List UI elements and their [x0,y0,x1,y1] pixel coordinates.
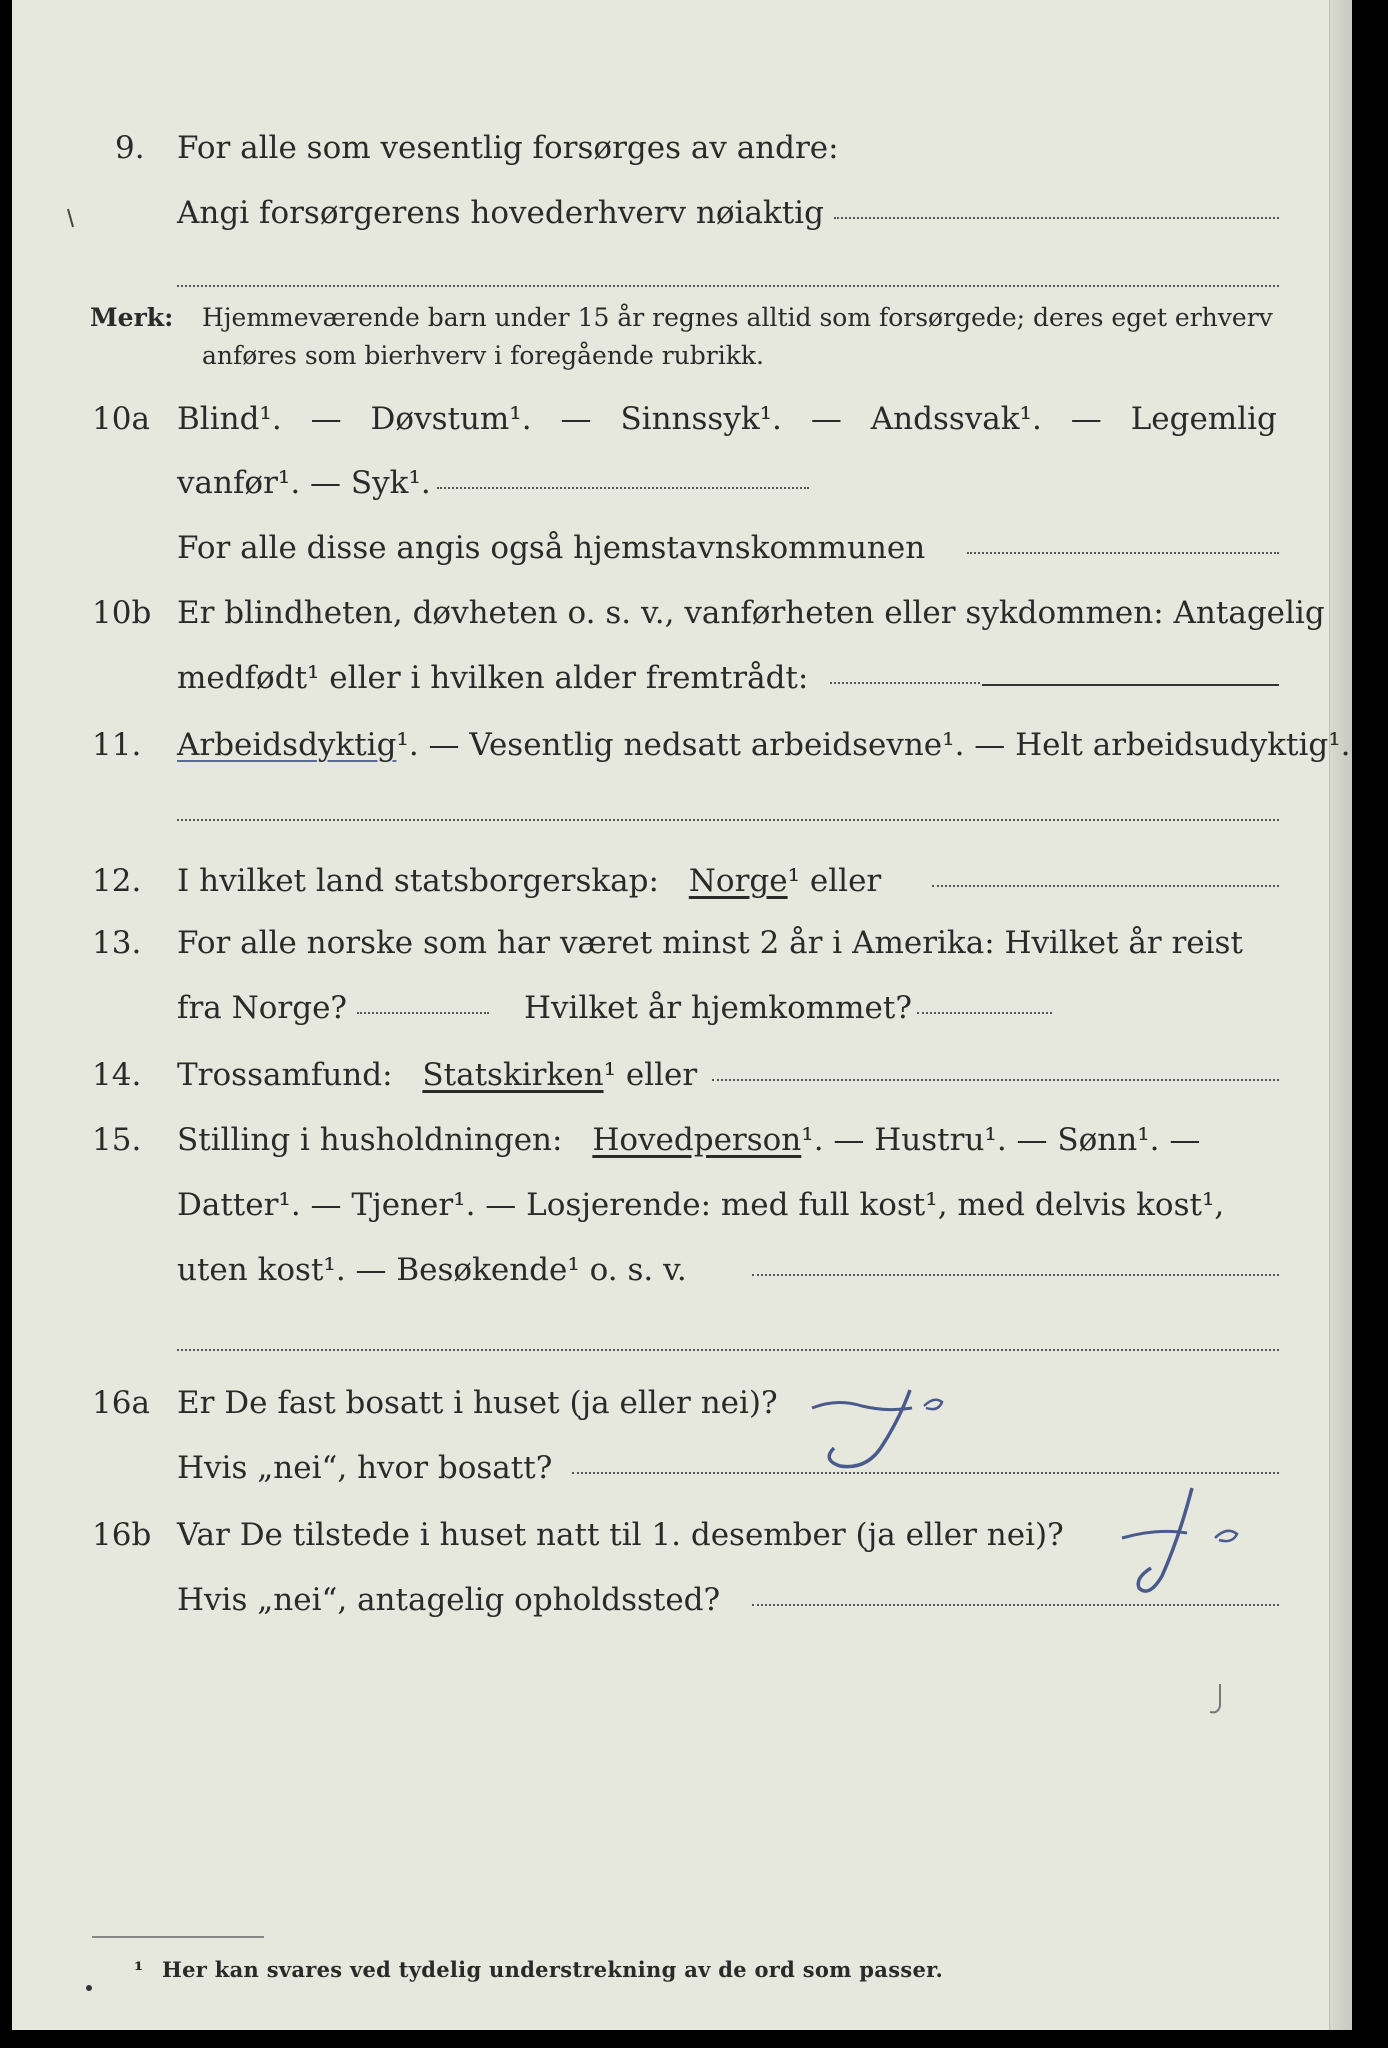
q12-after: ¹ eller [787,863,882,899]
answer-16a: Ja [792,1378,793,1379]
opt-blind[interactable]: Blind¹. [177,401,282,437]
q12-number: 12. [92,863,142,899]
q10b-answer-solid-line [982,684,1279,686]
q12-answer-line[interactable] [932,885,1279,887]
opt-arbeidsdyktig[interactable]: Arbeidsdyktig [177,727,397,763]
dot-mark [86,1985,92,1991]
merk-line1 [12,298,1352,338]
q10a-text2: vanfør¹. — Syk¹. [177,465,431,501]
q9-answer-line2[interactable] [177,285,1279,287]
merk-label: Merk: [90,303,174,332]
q9-line1 [12,125,1352,171]
dash: — [310,401,342,437]
q10b-line2 [12,655,1352,701]
q14-after: ¹ eller [603,1057,698,1093]
q11-text [177,722,1351,768]
answer-16b: Ja [1117,1478,1118,1479]
q15-text3: uten kost¹. — Besøkende¹ o. s. v. [177,1252,687,1288]
q10b-line1 [12,590,1352,636]
q14-text [177,1052,697,1098]
q15-answer-line2[interactable] [177,1349,1279,1351]
footnote-rule [92,1936,264,1938]
census-form-page [12,0,1352,2030]
q16a-text1: Er De fast bosatt i huset (ja eller nei)? [177,1385,778,1421]
q9-text2: Angi forsørgerens hovederhverv nøiaktig [177,195,824,231]
q10a-number: 10a [92,401,150,437]
q10b-number: 10b [92,595,152,631]
footnote-mark: ¹ [134,1957,144,1982]
q14-answer-line[interactable] [712,1079,1279,1081]
q9-line2 [12,190,1352,236]
merk-text2: anføres som bierhverv i foregående rubrikk. [202,341,764,370]
q16b-number: 16b [92,1517,152,1553]
q16a-text2: Hvis „nei“, hvor bosatt? [177,1450,553,1486]
q16a-number: 16a [92,1385,150,1421]
q14-line [12,1052,1352,1098]
opt-sinnssyk[interactable]: Sinnssyk¹. [620,401,782,437]
q16b-text2: Hvis „nei“, antagelig opholdssted? [177,1582,721,1618]
q10b-text2: medfødt¹ eller i hvilken alder fremtrådt: [177,660,809,696]
q15-line4 [12,1322,1352,1368]
q14-number: 14. [92,1057,142,1093]
q16b-text1: Var De tilstede i huset natt til 1. desember (ja eller nei)? [177,1517,1064,1553]
q15-text2: Datter¹. — Tjener¹. — Losjerende: med full kost¹, med delvis kost¹, [177,1187,1225,1223]
handwritten-answer-16a [792,1378,982,1478]
q10b-answer-line[interactable] [830,682,980,684]
q11-answer-line[interactable] [177,819,1279,821]
opt-norge[interactable]: Norge [688,863,788,899]
merk-line2 [12,336,1352,376]
q11-line2 [12,792,1352,838]
q10a-line1 [12,396,1352,442]
q9-answer-line[interactable] [834,217,1279,219]
q11-line [12,722,1352,768]
q15-number: 15. [92,1122,142,1158]
q15-answer-line[interactable] [752,1274,1279,1276]
q15-before: Stilling i husholdningen: [177,1122,563,1158]
q15-text1 [177,1117,1200,1163]
q12-before: I hvilket land statsborgerskap: [177,863,659,899]
q16a-line1 [12,1380,1352,1426]
opt-statskirken[interactable]: Statskirken [422,1057,604,1093]
q15-line2 [12,1182,1352,1228]
opt-andssvak[interactable]: Andssvak¹. [870,401,1042,437]
stray-tick-mark [64,205,78,235]
merk-text1: Hjemmeværende barn under 15 år regnes alltid som forsørgede; deres eget erhverv [202,303,1273,332]
opt-dovstum[interactable]: Døvstum¹. [370,401,532,437]
q13-line1 [12,920,1352,966]
dash: — [1070,401,1102,437]
q10a-line3 [12,525,1352,571]
q13-hjemkommet-line[interactable] [917,1012,1052,1014]
q13-text1: For alle norske som har været minst 2 år i Amerika: Hvilket år reist [177,925,1243,961]
q13-text2a: fra Norge? [177,990,348,1026]
q10a-answer-line[interactable] [437,487,809,489]
opt-hovedperson[interactable]: Hovedperson [592,1122,802,1158]
q13-line2 [12,985,1352,1031]
dash: — [810,401,842,437]
q10a-kommune-line[interactable] [967,552,1279,554]
q10a-text3: For alle disse angis også hjemstavnskommunen [177,530,926,566]
footnote [12,1950,1352,1990]
q12-line [12,858,1352,904]
q15-line3 [12,1247,1352,1293]
q9-text: For alle som vesentlig forsørges av andre: [177,130,839,166]
stray-pencil-mark [1202,1680,1232,1720]
q10a-options [177,396,1277,442]
footnote-text: Her kan svares ved tydelig understrekning av de ord som passer. [162,1957,944,1982]
q10b-text1: Er blindheten, døvheten o. s. v., vanførheten eller sykdommen: Antagelig [177,595,1325,631]
q13-text2b: Hvilket år hjemkommet? [524,990,912,1026]
opt-legemlig[interactable]: Legemlig [1130,401,1277,437]
q10a-line2 [12,460,1352,506]
q11-number: 11. [92,727,142,763]
q14-before: Trossamfund: [177,1057,393,1093]
q12-text [177,858,881,904]
q13-reist-line[interactable] [357,1012,489,1014]
q13-number: 13. [92,925,142,961]
dash: — [560,401,592,437]
q11-rest: ¹. — Vesentlig nedsatt arbeidsevne¹. — Helt arbeidsudyktig¹. [396,727,1351,763]
q15-line1 [12,1117,1352,1163]
handwritten-answer-16b [1117,1478,1277,1608]
q9-number: 9. [115,130,145,166]
q15-after: ¹. — Hustru¹. — Sønn¹. — [801,1122,1201,1158]
